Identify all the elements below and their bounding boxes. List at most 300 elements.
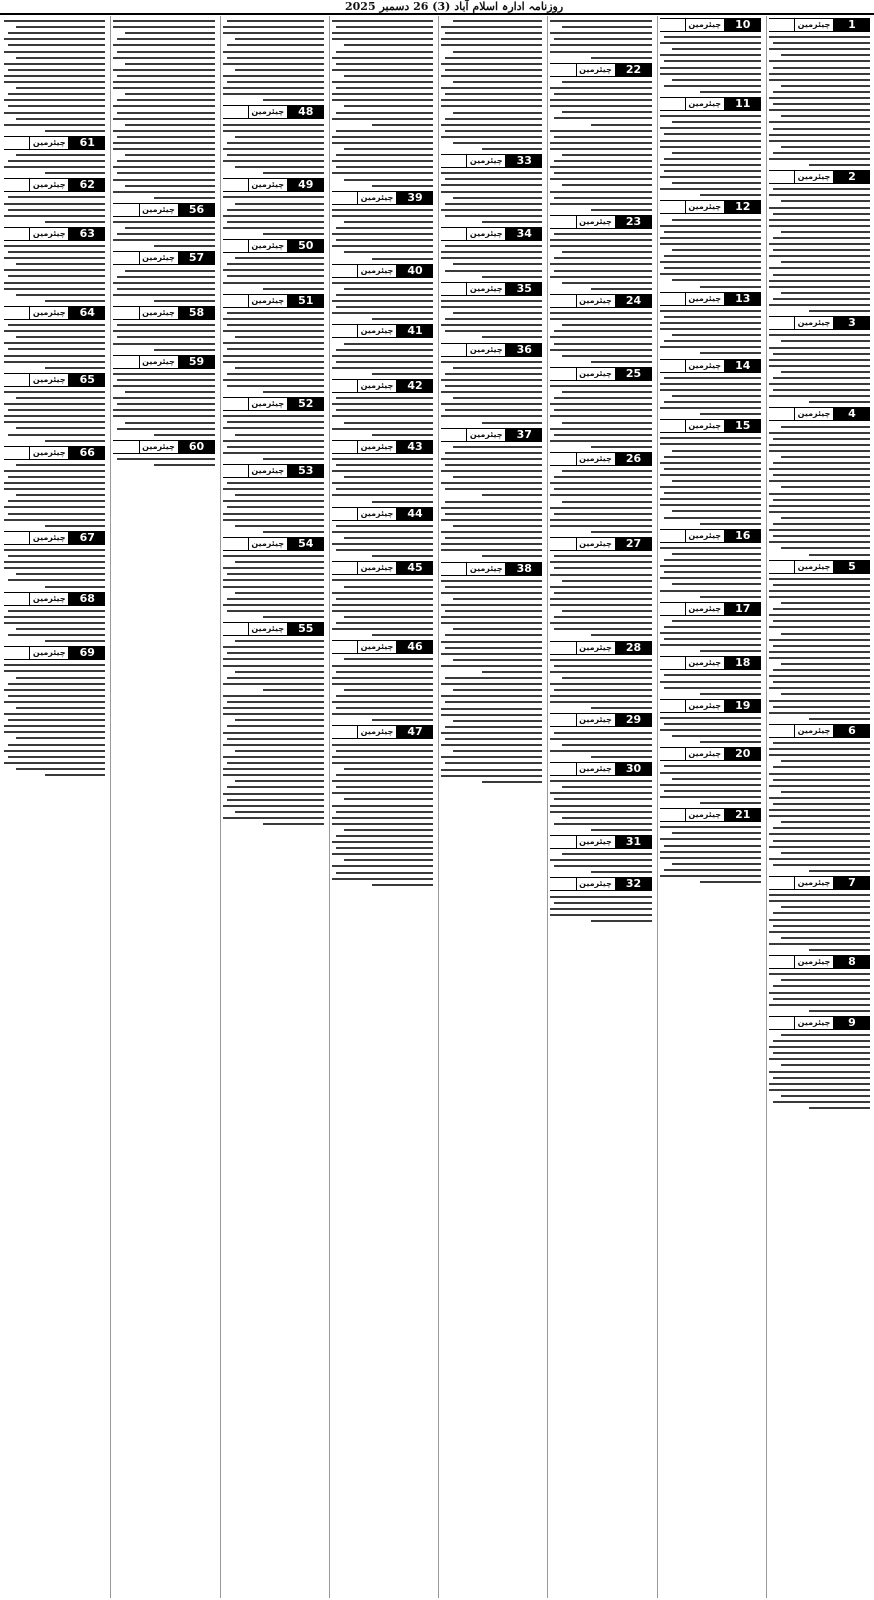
text-line (554, 117, 651, 119)
text-line (773, 742, 870, 744)
item-label: چیئرمین (139, 440, 179, 454)
text-line (809, 949, 870, 951)
text-line (769, 748, 870, 750)
text-line (223, 683, 324, 685)
text-line (4, 215, 105, 217)
text-line (591, 361, 652, 363)
text-line (16, 118, 105, 120)
text-line (453, 20, 542, 22)
text-line (769, 347, 870, 349)
text-line (223, 774, 324, 776)
text-line (117, 324, 214, 326)
text-line (445, 270, 542, 272)
text-line (482, 221, 543, 223)
item-number: 18 (725, 656, 761, 670)
text-line (660, 565, 761, 567)
text-line (664, 845, 761, 847)
text-line (773, 128, 870, 130)
text-line (125, 63, 214, 65)
text-line (154, 197, 215, 199)
header-rule (332, 640, 357, 654)
header-rule (769, 876, 794, 890)
text-line (773, 620, 870, 622)
item-label: چیئرمین (248, 105, 288, 119)
text-line (660, 383, 761, 385)
item-header (4, 446, 105, 460)
text-line (591, 531, 652, 533)
text-line (223, 665, 324, 667)
text-line (453, 312, 542, 314)
text-line (113, 148, 214, 150)
text-line (550, 792, 651, 794)
text-line (113, 397, 214, 399)
item-number: 26 (616, 452, 652, 466)
text-line (769, 286, 870, 288)
text-line (8, 744, 105, 746)
news-columns (2, 16, 872, 1598)
text-line (482, 671, 543, 673)
text-line (672, 553, 761, 555)
news-item (769, 876, 870, 951)
text-line (372, 555, 433, 557)
text-line (672, 79, 761, 81)
item-number: 30 (616, 762, 652, 776)
text-line (660, 73, 761, 75)
text-line (773, 766, 870, 768)
text-line (445, 178, 542, 180)
header-rule (769, 955, 794, 969)
text-line (554, 823, 651, 825)
header-rule (441, 428, 466, 442)
item-header (441, 282, 542, 296)
text-line (591, 446, 652, 448)
header-rule (4, 446, 29, 460)
text-line (591, 707, 652, 709)
text-line (445, 634, 542, 636)
text-line (336, 750, 433, 752)
text-line (4, 561, 105, 563)
text-line (332, 81, 433, 83)
news-item (223, 537, 324, 618)
news-item (441, 20, 542, 150)
text-line (562, 853, 651, 855)
text-line (660, 772, 761, 774)
text-line (16, 737, 105, 739)
text-line (336, 112, 433, 114)
text-line (4, 506, 105, 508)
text-line (332, 403, 433, 405)
text-line (235, 203, 324, 205)
text-line (235, 166, 324, 168)
text-line (4, 355, 105, 357)
text-line (769, 255, 870, 257)
news-item (550, 294, 651, 363)
text-line (773, 998, 870, 1000)
text-line (223, 330, 324, 332)
text-line (664, 36, 761, 38)
text-line (235, 434, 324, 436)
text-line (773, 669, 870, 671)
text-line (453, 628, 542, 630)
news-item (769, 170, 870, 312)
text-line (453, 81, 542, 83)
text-line (332, 233, 433, 235)
text-line (441, 172, 542, 174)
header-rule (660, 602, 685, 616)
text-line (4, 257, 105, 259)
text-line (16, 494, 105, 496)
text-line (332, 355, 433, 357)
item-number: 61 (69, 136, 105, 150)
text-line (445, 385, 542, 387)
text-line (700, 881, 761, 883)
text-line (441, 44, 542, 46)
header-rule (769, 560, 794, 574)
item-label: چیئرمین (466, 343, 506, 357)
text-line (660, 632, 761, 634)
text-line (223, 604, 324, 606)
item-number: 1 (834, 18, 870, 32)
item-header (113, 251, 214, 265)
text-line (781, 937, 870, 939)
text-line (344, 768, 433, 770)
item-label: چیئرمین (466, 562, 506, 576)
text-line (700, 286, 761, 288)
text-line (781, 200, 870, 202)
text-line (125, 391, 214, 393)
text-line (223, 586, 324, 588)
item-label: چیئرمین (357, 640, 397, 654)
item-header (223, 397, 324, 411)
text-line (4, 762, 105, 764)
text-line (332, 762, 433, 764)
text-line (769, 651, 870, 653)
text-line (554, 434, 651, 436)
text-line (809, 401, 870, 403)
text-line (8, 756, 105, 758)
news-item (550, 641, 651, 710)
text-line (550, 561, 651, 563)
news-item (4, 178, 105, 222)
text-line (227, 142, 324, 144)
item-header (660, 529, 761, 543)
text-line (554, 197, 651, 199)
text-line (453, 720, 542, 722)
item-header (660, 747, 761, 761)
text-line (769, 493, 870, 495)
text-line (550, 604, 651, 606)
text-line (769, 626, 870, 628)
header-rule (769, 724, 794, 738)
text-line (223, 379, 324, 381)
text-line (117, 336, 214, 338)
text-line (781, 486, 870, 488)
text-line (550, 385, 651, 387)
text-line (700, 650, 761, 652)
text-line (781, 371, 870, 373)
header-rule (550, 367, 575, 381)
text-line (441, 482, 542, 484)
text-line (769, 773, 870, 775)
text-line (453, 397, 542, 399)
text-line (223, 744, 324, 746)
header-rule (113, 251, 138, 265)
text-line (550, 403, 651, 405)
text-line (769, 121, 870, 123)
header-rule (769, 407, 794, 421)
item-header (4, 136, 105, 150)
text-line (550, 87, 651, 89)
text-line (660, 590, 761, 592)
news-item (660, 359, 761, 416)
text-line (672, 450, 761, 452)
text-line (441, 683, 542, 685)
text-line (554, 616, 651, 618)
text-line (332, 245, 433, 247)
text-line (562, 817, 651, 819)
text-line (8, 251, 105, 253)
item-header (4, 306, 105, 320)
column-6 (220, 16, 326, 1598)
news-item (441, 677, 542, 783)
text-line (45, 300, 106, 302)
text-line (562, 111, 651, 113)
text-line (453, 689, 542, 691)
text-line (223, 567, 324, 569)
header-rule (550, 762, 575, 776)
header-rule (550, 537, 575, 551)
text-line (113, 87, 214, 89)
text-line (8, 434, 105, 436)
text-line (4, 166, 105, 168)
text-line (4, 282, 105, 284)
text-line (235, 561, 324, 563)
text-line (4, 549, 105, 551)
text-line (223, 488, 324, 490)
text-line (773, 389, 870, 391)
item-number: 36 (506, 343, 542, 357)
text-line (445, 677, 542, 679)
text-line (223, 732, 324, 734)
item-header (332, 561, 433, 575)
text-line (344, 689, 433, 691)
text-line (235, 640, 324, 642)
text-line (441, 75, 542, 77)
text-line (773, 499, 870, 501)
text-line (445, 701, 542, 703)
item-header (660, 18, 761, 32)
text-line (4, 701, 105, 703)
news-item (550, 130, 651, 211)
text-line (660, 796, 761, 798)
item-header (4, 373, 105, 387)
news-item (332, 440, 433, 503)
text-line (550, 349, 651, 351)
text-line (4, 664, 105, 666)
item-number: 69 (69, 646, 105, 660)
item-number: 13 (725, 292, 761, 306)
text-line (344, 251, 433, 253)
item-label: چیئرمین (794, 316, 834, 330)
text-line (773, 42, 870, 44)
text-line (441, 361, 542, 363)
text-line (550, 32, 651, 34)
item-number: 48 (288, 105, 324, 119)
text-line (660, 784, 761, 786)
text-line (336, 409, 433, 411)
text-line (769, 675, 870, 677)
text-line (8, 209, 105, 211)
header-rule (4, 531, 29, 545)
text-line (445, 118, 542, 120)
text-line (769, 450, 870, 452)
news-item (769, 18, 870, 166)
text-line (769, 578, 870, 580)
text-line (562, 282, 651, 284)
text-line (769, 280, 870, 282)
item-number: 7 (834, 876, 870, 890)
text-line (45, 525, 106, 527)
text-line (344, 75, 433, 77)
column-8 (2, 16, 107, 1598)
header-rule (550, 713, 575, 727)
text-line (223, 579, 324, 581)
text-line (660, 717, 761, 719)
item-number: 38 (506, 562, 542, 576)
text-line (344, 288, 433, 290)
text-line (660, 322, 761, 324)
text-line (591, 634, 652, 636)
text-line (223, 196, 324, 198)
text-line (660, 54, 761, 56)
item-label: چیئرمین (357, 507, 397, 521)
text-line (769, 97, 870, 99)
text-line (769, 785, 870, 787)
news-item (550, 835, 651, 873)
text-line (16, 263, 105, 265)
item-number: 19 (725, 699, 761, 713)
item-header (660, 419, 761, 433)
text-line (781, 547, 870, 549)
text-line (769, 225, 870, 227)
text-line (441, 695, 542, 697)
text-line (227, 20, 324, 22)
news-item (4, 20, 105, 132)
text-line (769, 797, 870, 799)
text-line (562, 580, 651, 582)
text-line (336, 154, 433, 156)
text-line (8, 476, 105, 478)
text-line (769, 700, 870, 702)
item-header (113, 440, 214, 454)
text-line (773, 535, 870, 537)
text-line (8, 719, 105, 721)
text-line (332, 823, 433, 825)
text-line (769, 505, 870, 507)
text-line (660, 504, 761, 506)
header-rule (223, 105, 248, 119)
text-line (660, 644, 761, 646)
text-line (113, 166, 214, 168)
text-line (781, 1034, 870, 1036)
text-line (336, 786, 433, 788)
item-number: 58 (179, 306, 215, 320)
text-line (773, 645, 870, 647)
item-number: 42 (397, 379, 433, 393)
item-header (769, 724, 870, 738)
text-line (441, 769, 542, 771)
item-label: چیئرمین (248, 294, 288, 308)
text-line (332, 428, 433, 430)
text-line (336, 464, 433, 466)
text-line (660, 225, 761, 227)
text-line (223, 513, 324, 515)
text-line (550, 130, 651, 132)
news-item (332, 324, 433, 375)
news-item (113, 355, 214, 436)
text-line (117, 428, 214, 430)
item-number: 49 (288, 178, 324, 192)
text-line (769, 134, 870, 136)
text-line (441, 549, 542, 551)
text-line (773, 462, 870, 464)
text-line (441, 63, 542, 65)
text-line (769, 992, 870, 994)
text-line (16, 87, 105, 89)
item-header (660, 808, 761, 822)
news-item (4, 306, 105, 369)
column-5 (329, 16, 435, 1598)
column-2 (657, 16, 763, 1598)
text-line (769, 36, 870, 38)
text-line (769, 480, 870, 482)
item-header (332, 264, 433, 278)
text-line (441, 641, 542, 643)
news-item (550, 452, 651, 533)
text-line (263, 172, 324, 174)
text-line (769, 267, 870, 269)
item-label: چیئرمین (466, 282, 506, 296)
news-item (660, 808, 761, 883)
item-number: 40 (397, 264, 433, 278)
header-rule (332, 264, 357, 278)
text-line (441, 379, 542, 381)
text-line (332, 38, 433, 40)
text-line (660, 273, 761, 275)
text-line (372, 634, 433, 636)
text-line (554, 343, 651, 345)
text-line (117, 458, 214, 460)
header-rule (113, 440, 138, 454)
text-line (235, 69, 324, 71)
text-line (562, 470, 651, 472)
header-rule (550, 294, 575, 308)
text-line (554, 592, 651, 594)
text-line (8, 500, 105, 502)
text-line (125, 32, 214, 34)
item-number: 51 (288, 294, 324, 308)
text-line (773, 103, 870, 105)
text-line (660, 857, 761, 859)
text-line (113, 105, 214, 107)
news-item (4, 531, 105, 588)
text-line (769, 60, 870, 62)
text-line (372, 884, 433, 886)
item-number: 68 (69, 592, 105, 606)
item-header (332, 725, 433, 739)
text-line (773, 985, 870, 987)
text-line (16, 397, 105, 399)
